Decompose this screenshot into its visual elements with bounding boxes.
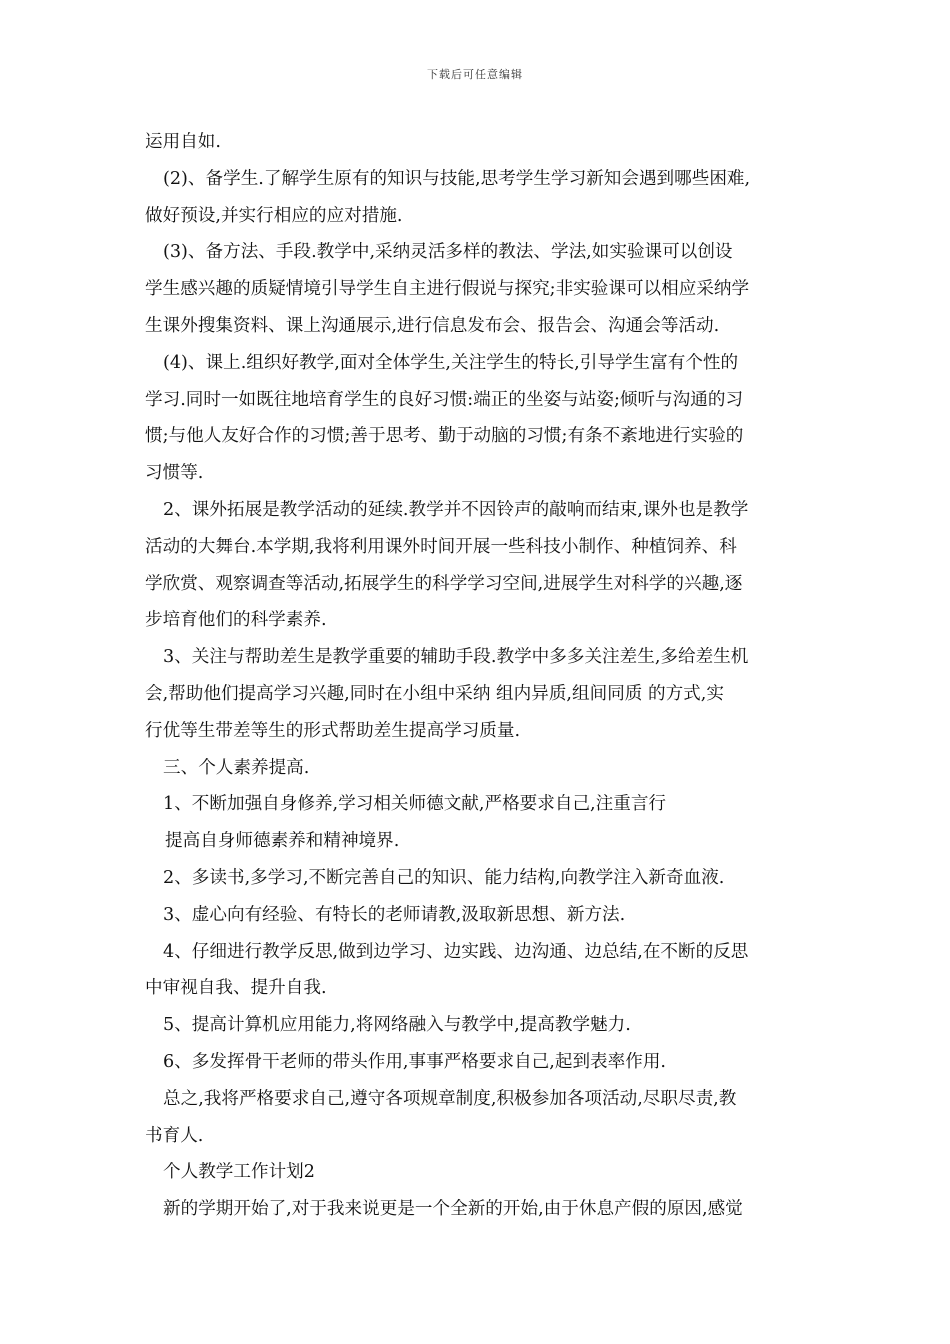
list-item-1: 1、不断加强自身修养,学习相关师德文献,严格要求自己,注重言行 [163,794,667,815]
text-line: 活动的大舞台.本学期,我将利用课外时间开展一些科技小制作、种植饲养、科 [145,536,737,557]
paragraph-new-semester: 新的学期开始了,对于我来说更是一个全新的开始,由于休息产假的原因,感觉 [163,1199,743,1220]
text-line: 行优等生带差等生的形式帮助差生提高学习质量. [145,720,521,741]
text-line: 生课外搜集资料、课上沟通展示,进行信息发布会、报告会、沟通会等活动. [145,315,720,336]
list-item-3: 3、虚心向有经验、有特长的老师请教,汲取新思想、新方法. [163,904,626,925]
document-body [145,124,810,1228]
text-line: 中审视自我、提升自我. [145,978,327,999]
text-line: 书育人. [145,1125,204,1146]
paragraph-prepare-methods: (3)、备方法、手段.教学中,采纳灵活多样的教法、学法,如实验课可以创设 [163,242,733,263]
text-line: 步培育他们的科学素养. [145,610,327,631]
text-line: 运用自如. [145,132,221,152]
paragraph-in-class: (4)、课上.组织好教学,面对全体学生,关注学生的特长,引导学生富有个性的 [163,352,739,373]
text-line: 学习.同时一如既往地培育学生的良好习惯:端正的坐姿与站姿;倾听与沟通的习 [145,389,744,410]
section-heading-personal-quality: 三、个人素养提高. [163,757,310,778]
text-line: 提高自身师德素养和精神境界. [165,831,400,852]
text-line: 惯;与他人友好合作的习惯;善于思考、勤于动脑的习惯;有条不紊地进行实验的 [145,426,744,447]
paragraph-summary: 总之,我将严格要求自己,遵守各项规章制度,积极参加各项活动,尽职尽责,教 [163,1088,737,1109]
list-item-2: 2、多读书,多学习,不断完善自己的知识、能力结构,向教学注入新奇血液. [163,867,725,888]
paragraph-extracurricular: 2、课外拓展是教学活动的延续.教学并不因铃声的敲响而结束,课外也是教学 [163,499,749,520]
list-item-6: 6、多发挥骨干老师的带头作用,事事严格要求自己,起到表率作用. [163,1051,667,1072]
text-line: 做好预设,并实行相应的应对措施. [145,205,403,226]
page-header: 下载后可任意编辑 [427,68,523,81]
text-line: 会,帮助他们提高学习兴趣,同时在小组中采纳 组内异质,组间同质 的方式,实 [145,683,724,704]
paragraph-prepare-students: (2)、备学生.了解学生原有的知识与技能,思考学生学习新知会遇到哪些困难, [163,168,751,189]
document-title-plan-2: 个人教学工作计划2 [163,1162,315,1183]
text-line: 习惯等. [145,463,204,484]
text-line: 学欣赏、观察调查等活动,拓展学生的科学学习空间,进展学生对科学的兴趣,逐 [145,573,743,594]
paragraph-help-weak-students: 3、关注与帮助差生是教学重要的辅助手段.教学中多多关注差生,多给差生机 [163,647,749,668]
list-item-4: 4、仔细进行教学反思,做到边学习、边实践、边沟通、边总结,在不断的反思 [163,941,749,962]
text-line: 学生感兴趣的质疑情境引导学生自主进行假说与探究;非实验课可以相应采纳学 [145,279,750,300]
list-item-5: 5、提高计算机应用能力,将网络融入与教学中,提高教学魅力. [163,1015,631,1036]
